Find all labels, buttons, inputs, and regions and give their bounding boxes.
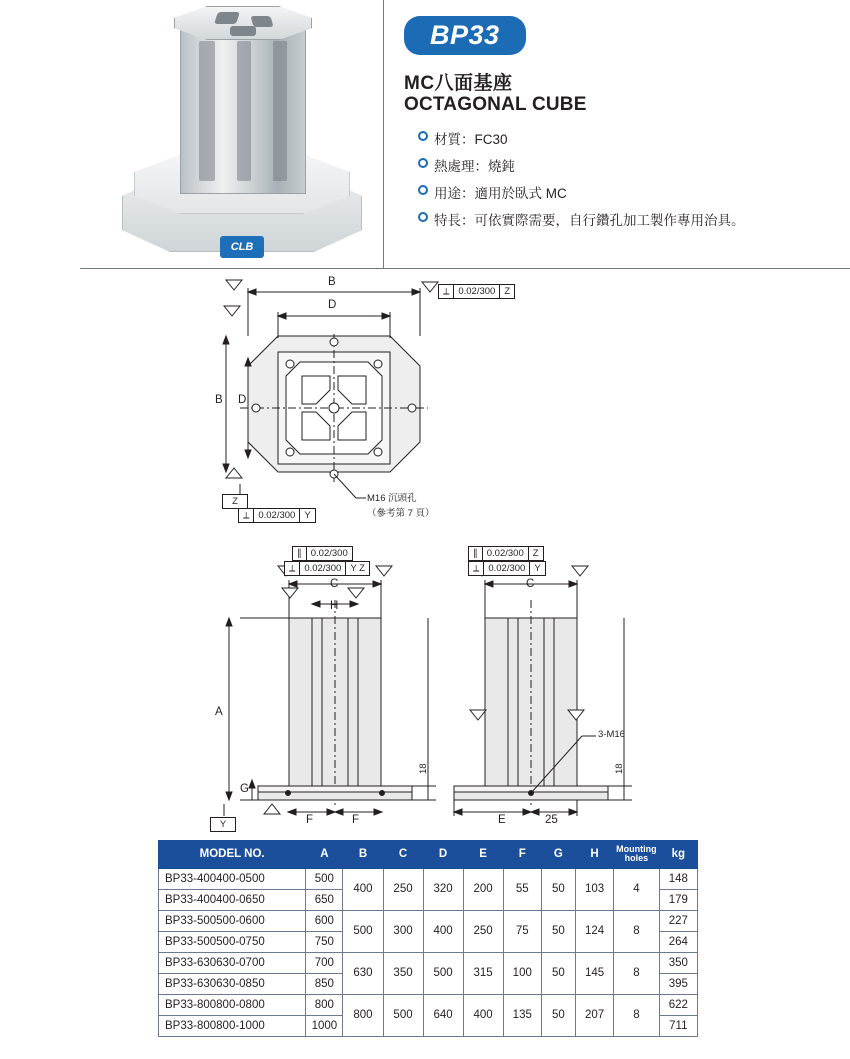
cell-d: 320 [423,868,463,910]
photo-column [180,18,306,194]
photo-column-slot [273,41,287,181]
photo-hole-icon [230,26,256,36]
dim-label-d-top: D [328,299,337,311]
th-b: B [343,841,383,869]
gdt-datum: Y Z [350,563,365,574]
gdt-value: 0.02/300 [304,563,342,574]
cell-f: 135 [503,994,541,1036]
gdt-frame-side-perp [468,561,546,576]
cell-b: 630 [343,952,383,994]
cell-a: 600 [306,910,343,931]
header-divider [80,268,850,269]
cell-b: 500 [343,910,383,952]
note-m16-line1: M16 沉頭孔 [367,493,417,504]
cell-b: 400 [343,868,383,910]
product-photo [112,4,374,260]
datum-z-box [222,494,248,509]
cell-e: 250 [463,910,503,952]
gdt-frame-front-perp [284,561,370,576]
photo-column-slot [199,41,215,181]
cell-f: 55 [503,868,541,910]
gdt-frame-bottom [238,508,316,523]
spec-item [418,128,745,148]
gdt-frame-side-parallel [468,546,544,561]
spec-table-wrap [158,840,698,1037]
note-3-m16: 3-M16 [598,729,625,740]
spec-list [418,128,745,236]
th-h: H [575,841,613,869]
gdt-value: 0.02/300 [488,563,526,574]
dim-label-b-left: B [215,394,223,406]
table-body [159,868,698,1036]
cell-d: 640 [423,994,463,1036]
cell-a: 850 [306,973,343,994]
cell-a: 650 [306,889,343,910]
cell-h: 207 [575,994,613,1036]
cell-kg: 711 [659,1015,697,1036]
cell-c: 250 [383,868,423,910]
cell-model: BP33-630630-0850 [159,973,306,994]
dim-label-18-side: 18 [614,763,625,774]
spec-text: 用途：適用於臥式 MC [434,186,567,201]
dim-label-d-left: D [238,394,247,406]
technical-drawings [0,272,850,832]
gdt-datum: Y [304,510,311,521]
cell-kg: 395 [659,973,697,994]
gdt-symbol: ⟂ [473,563,480,574]
dim-label-h: H [330,600,339,612]
table-row [159,868,698,889]
dim-label-25: 25 [545,814,558,826]
cell-g: 50 [541,910,575,952]
dim-label-f1: F [306,814,314,826]
cell-model: BP33-500500-0750 [159,931,306,952]
datum-y-label: Y [219,819,227,830]
bullet-icon [418,131,428,141]
th-g: G [541,841,575,869]
cell-a: 750 [306,931,343,952]
bullet-icon [418,185,428,195]
brand-logo: CLB [220,236,264,258]
cell-b: 800 [343,994,383,1036]
cell-mounting-holes: 8 [614,994,659,1036]
page-title-cn: MC八面基座 [404,73,513,94]
cell-kg: 179 [659,889,697,910]
dim-label-c-side: C [526,578,535,590]
cell-model: BP33-800800-0800 [159,994,306,1015]
gdt-datum: Z [532,548,539,559]
datum-y-box [210,817,236,832]
header-section [0,0,850,268]
photo-hole-icon [214,12,240,24]
gdt-symbol: ∥ [473,548,478,559]
bullet-icon [418,158,428,168]
cell-mounting-holes: 8 [614,910,659,952]
cell-g: 50 [541,868,575,910]
spec-text: 特長：可依實際需要，自行鑽孔加工製作專用治具。 [434,213,745,228]
front-side-view-drawing [0,540,850,830]
cell-h: 103 [575,868,613,910]
cell-model: BP33-630630-0700 [159,952,306,973]
th-d: D [423,841,463,869]
dim-label-e: E [498,814,506,826]
cell-e: 400 [463,994,503,1036]
cell-f: 75 [503,910,541,952]
th-e: E [463,841,503,869]
th-mounting-holes: Mounting holes [614,841,659,869]
table-header-row [159,841,698,869]
table-row [159,994,698,1015]
spec-text: 熱處理：燒鈍 [434,159,515,174]
th-model: MODEL NO. [159,841,306,869]
cell-h: 124 [575,910,613,952]
dim-label-b-top: B [328,276,336,288]
cell-a: 500 [306,868,343,889]
th-f: F [503,841,541,869]
dim-label-g: G [240,783,249,795]
page-title-en: OCTAGONAL CUBE [404,94,587,115]
note-m16-line2: （參考第 7 頁） [367,508,435,519]
cell-model: BP33-400400-0500 [159,868,306,889]
cell-model: BP33-400400-0650 [159,889,306,910]
cell-f: 100 [503,952,541,994]
cell-kg: 227 [659,910,697,931]
dim-label-18-front: 18 [418,763,429,774]
cell-g: 50 [541,994,575,1036]
cell-a: 800 [306,994,343,1015]
gdt-value: 0.02/300 [486,548,524,559]
model-badge: BP33 [404,16,526,55]
cell-model: BP33-800800-1000 [159,1015,306,1036]
gdt-frame-front-parallel [292,546,353,561]
cell-g: 50 [541,952,575,994]
cell-h: 145 [575,952,613,994]
gdt-symbol: ⟂ [243,510,250,521]
table-row [159,910,698,931]
th-a: A [306,841,343,869]
cell-model: BP33-500500-0600 [159,910,306,931]
gdt-value: 0.02/300 [458,286,496,297]
gdt-frame-top [438,284,515,299]
datum-z-label: Z [232,496,238,507]
cell-a: 1000 [306,1015,343,1036]
dim-label-c-front: C [330,578,339,590]
dim-label-a: A [215,706,223,718]
cell-e: 315 [463,952,503,994]
spec-item [418,209,745,229]
cell-mounting-holes: 8 [614,952,659,994]
gdt-symbol: ⟂ [289,563,296,574]
dim-label-f2: F [352,814,360,826]
cell-a: 700 [306,952,343,973]
photo-column-slot [237,41,251,181]
cell-kg: 350 [659,952,697,973]
cell-kg: 148 [659,868,697,889]
spec-item [418,155,745,175]
gdt-value: 0.02/300 [258,510,296,521]
gdt-datum: Y [534,563,541,574]
gdt-symbol: ∥ [297,548,302,559]
gdt-symbol: ⟂ [443,286,450,297]
cell-kg: 264 [659,931,697,952]
cell-mounting-holes: 4 [614,868,659,910]
cell-d: 500 [423,952,463,994]
table-row [159,952,698,973]
th-c: C [383,841,423,869]
spec-text: 材質：FC30 [434,132,508,147]
gdt-value: 0.02/300 [310,548,348,559]
spec-item [418,182,745,202]
cell-c: 300 [383,910,423,952]
gdt-datum: Z [504,286,511,297]
cell-kg: 622 [659,994,697,1015]
cell-c: 500 [383,994,423,1036]
cell-e: 200 [463,868,503,910]
cell-c: 350 [383,952,423,994]
cell-d: 400 [423,910,463,952]
bullet-icon [418,212,428,222]
th-kg: kg [659,841,697,869]
header-vertical-divider [383,0,384,268]
spec-table [158,840,698,1037]
